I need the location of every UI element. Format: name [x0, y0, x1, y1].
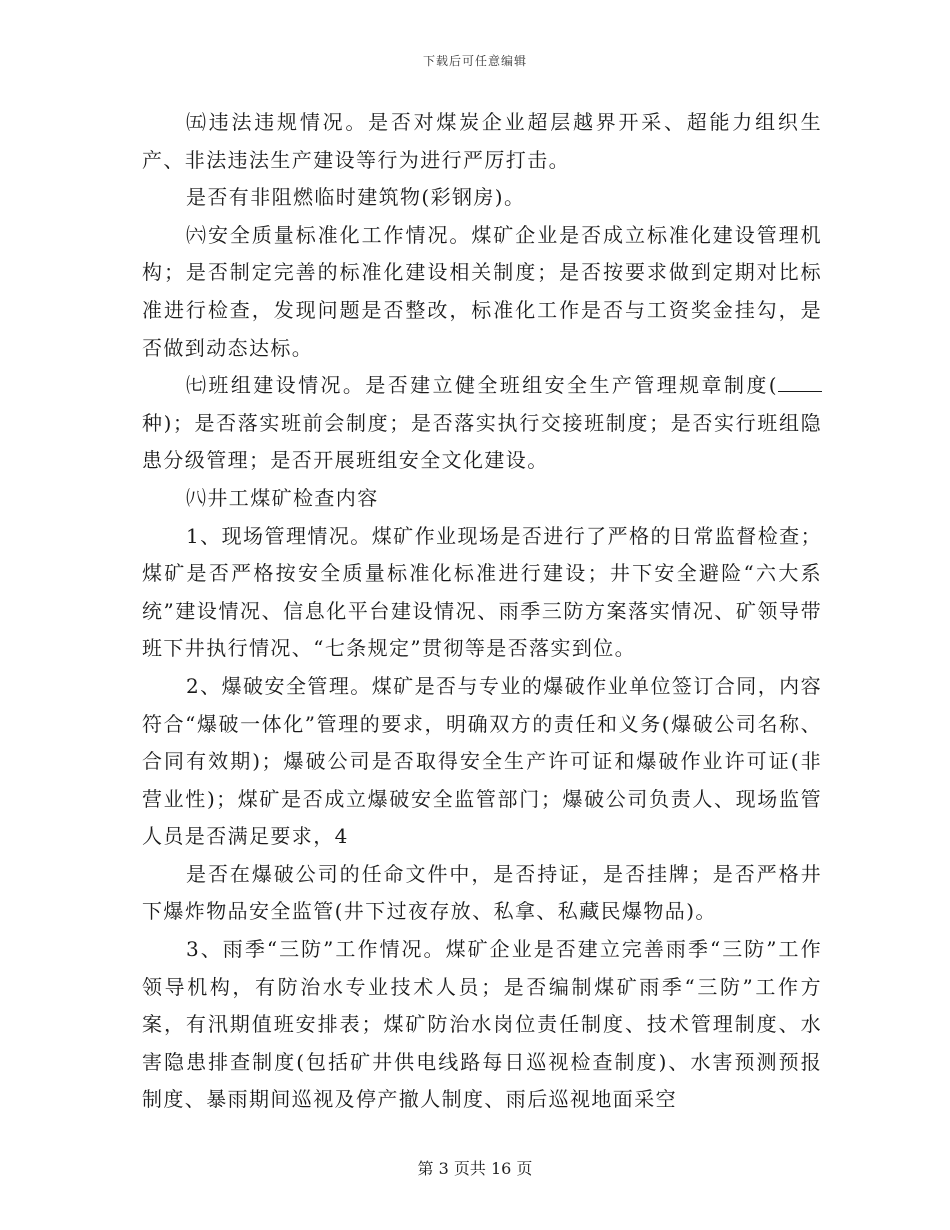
paragraph-blasting-safety: 2、爆破安全管理。煤矿是否与专业的爆破作业单位签订合同，内容符合“爆破一体化”管理的要求，明确双方的责任和义务(爆破公司名称、合同有效期)；爆破公司是否取得安全生产许可证和爆破作业许可证(非营业性)；煤矿是否成立爆破安全监管部门；爆破公司负责人、现场监管人员是否满足要求，4: [142, 673, 822, 849]
page-header: 下载后可任意编辑: [422, 54, 527, 68]
paragraph-site-management: 1、现场管理情况。煤矿作业现场是否进行了严格的日常监督检查；煤矿是否严格按安全质量标准化标准进行建设；井下安全避险“六大系统”建设情况、信息化平台建设情况、雨季三防方案落实情况、矿领导带班下井执行情况、“七条规定”贯彻等是否落实到位。: [142, 523, 822, 661]
paragraph-standardization: ㈥安全质量标准化工作情况。煤矿企业是否成立标准化建设管理机构；是否制定完善的标准化建设相关制度；是否按要求做到定期对比标准进行检查，发现问题是否整改，标准化工作是否与工资奖金挂勾，是否做到动态达标。: [142, 222, 822, 360]
page-number: 第 3 页共 16 页: [417, 1159, 533, 1178]
paragraph-team-building: [142, 367, 822, 480]
paragraph-blasting-continued: 是否在爆破公司的任命文件中，是否持证，是否挂牌；是否严格井下爆炸物品安全监管(井下过夜存放、私拿、私藏民爆物品)。: [142, 861, 822, 924]
team-building-text-start: ㈦班组建设情况。是否建立健全班组安全生产管理规章制度(: [186, 373, 778, 398]
paragraph-section-heading: ㈧井工煤矿检查内容: [186, 485, 379, 510]
document-body: [142, 104, 822, 1119]
paragraph-temporary-buildings: 是否有非阻燃临时建筑物(彩钢房)。: [186, 185, 526, 210]
paragraph-violations: ㈤违法违规情况。是否对煤炭企业超层越界开采、超能力组织生产、非法违法生产建设等行为进行严厉打击。: [142, 110, 822, 172]
fill-in-blank: [778, 373, 822, 392]
paragraph-rainy-season: 3、雨季“三防”工作情况。煤矿企业是否建立完善雨季“三防”工作领导机构，有防治水专业技术人员；是否编制煤矿雨季“三防”工作方案，有汛期值班安排表；煤矿防治水岗位责任制度、技术管理制度、水害隐患排查制度(包括矿井供电线路每日巡视检查制度)、水害预测预报制度、暴雨期间巡视及停产撤人制度、雨后巡视地面采空: [142, 937, 822, 1112]
team-building-text-end: 种)；是否落实班前会制度；是否落实执行交接班制度；是否实行班组隐患分级管理；是否开展班组安全文化建设。: [142, 410, 822, 473]
